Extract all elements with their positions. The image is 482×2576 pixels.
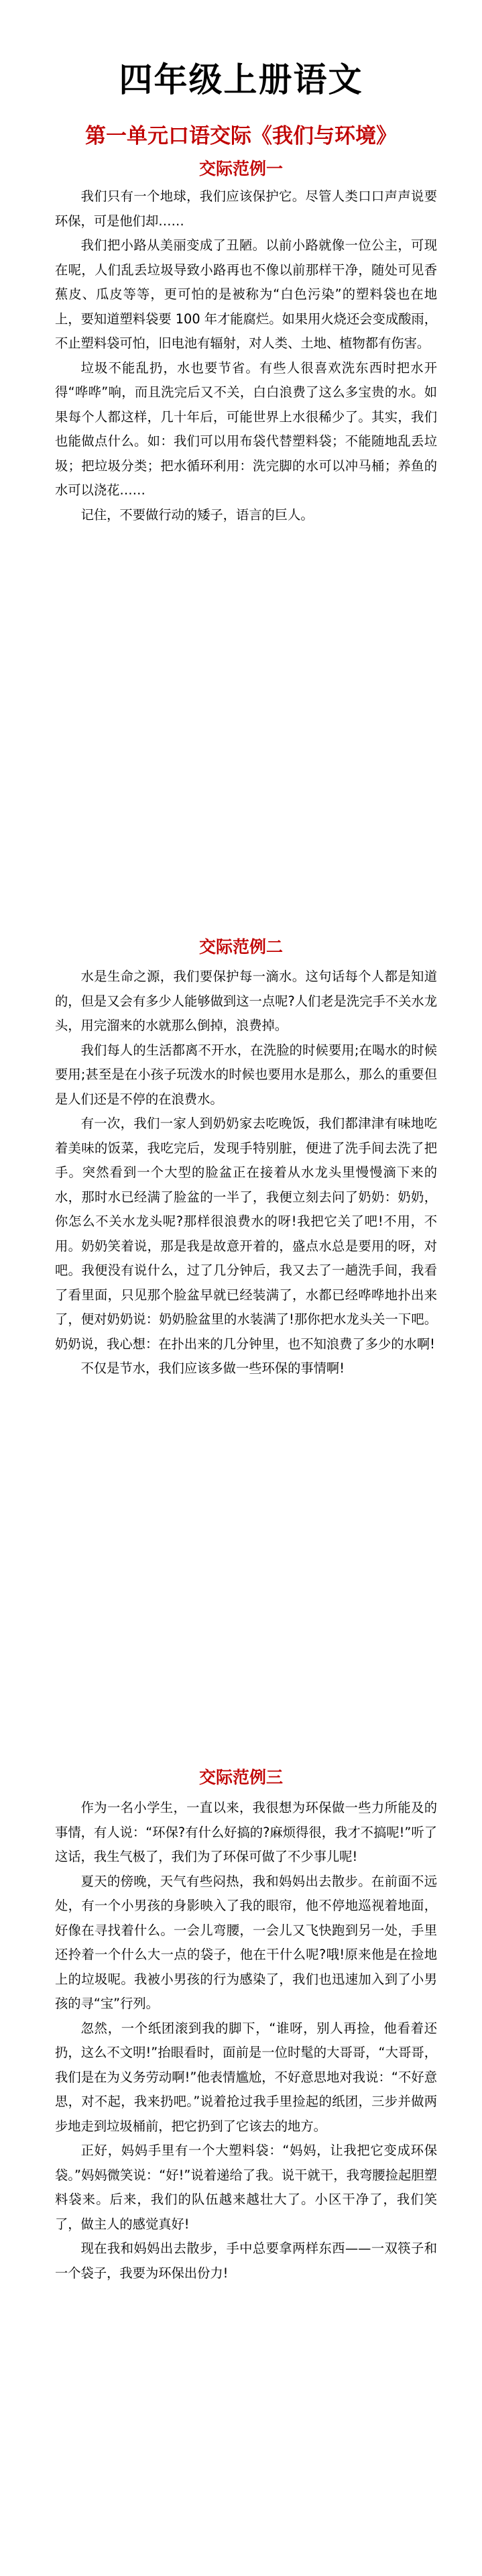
- section-body-3: [55, 1796, 437, 2286]
- paragraph: 忽然，一个纸团滚到我的脚下，“谁呀，别人再捡，他看着还扔，这么不文明!”抬眼看时，面前是一位时髦的大哥哥，“大哥哥，我们是在为义务劳动啊!”他表情尴尬，不好意思地对我说：“不好意思，对不起，我来扔吧。”说着抢过我手里捡起的纸团，三步并做两步地走到垃圾桶前，把它扔到了它该去的地方。: [55, 2020, 437, 2134]
- paragraph: 有一次，我们一家人到奶奶家去吃晚饭，我们都津津有味地吃着美味的饭菜，我吃完后，发现手特别脏，便进了洗手间去洗了把手。突然看到一个大型的脸盆正在接着从水龙头里慢慢滴下来的水，那时水已经满了脸盆的一半了，我便立刻去问了奶奶：奶奶，你怎么不关水龙头呢?那样很浪费水的呀!我把它关了吧!不用，不用。奶奶笑着说，那是我是故意开着的，盛点水总是要用的呀，对吧。我便没有说什么，过了几分钟后，我又去了一趟洗手间，我看了看里面，只见那个脸盆早就已经装满了，水都已经哗哗地扑出来了，便对奶奶说：奶奶脸盆里的水装满了!那你把水龙头关一下吧。奶奶说，我心想：在扑出来的几分钟里，也不知浪费了多少的水啊!: [55, 1116, 437, 1352]
- paragraph: 不仅是节水，我们应该多做一些环保的事情啊!: [80, 1360, 345, 1376]
- unit-title: 第一单元口语交际《我们与环境》: [85, 124, 397, 148]
- paragraph: 我们只有一个地球，我们应该保护它。尽管人类口口声声说要环保，可是他们却……: [55, 189, 437, 229]
- paragraph: 我们每人的生活都离不开水，在洗脸的时候要用;在喝水的时候要用;甚至是在小孩子玩泼水的时候也要用水是那么，那么的重要但是人们还是不停的在浪费水。: [55, 1042, 437, 1107]
- section-heading-2: 交际范例二: [198, 937, 283, 957]
- paragraph: 正好，妈妈手里有一个大塑料袋：“妈妈，让我把它变成环保袋。”妈妈微笑说：“好!”说着递给了我。说干就干，我弯腰捡起胆塑料袋来。后来，我们的队伍越来越壮大了。小区干净了，我们笑了，做主人的感觉真好!: [55, 2143, 437, 2232]
- section-heading-3: 交际范例三: [198, 1768, 283, 1787]
- section-body-1: [55, 184, 437, 527]
- paragraph: 作为一名小学生，一直以来，我很想为环保做一些力所能及的事情，有人说：“环保?有什么好搞的?麻烦得很，我才不搞呢!”听了这话，我生气极了，我们为了环保可做了不少事儿呢!: [55, 1800, 437, 1864]
- section-heading-1: 交际范例一: [198, 159, 283, 178]
- paragraph: 夏天的傍晚，天气有些闷热，我和妈妈出去散步。在前面不远处，有一个小男孩的身影映入了我的眼帘，他不停地巡视着地面，好像在寻找着什么。一会儿弯腰，一会儿又飞快跑到另一处，手里还拎着一个什么大一点的袋子，他在干什么呢?哦!原来他是在捡地上的垃圾呢。我被小男孩的行为感染了，我们也迅速加入到了小男孩的寻“宝”行列。: [55, 1873, 437, 2011]
- paragraph: 我们把小路从美丽变成了丑陋。以前小路就像一位公主，可现在呢，人们乱丢垃圾导致小路再也不像以前那样干净，随处可见香蕉皮、瓜皮等等，更可怕的是被称为“白色污染”的塑料袋也在地上，要知道塑料袋要 100 年才能腐烂。如果用火烧还会变成酸雨，不止塑料袋可怕，旧电池有辐射，对人类、土地、植物都有伤害。: [55, 237, 437, 351]
- document-title: 四年级上册语文: [119, 60, 363, 99]
- paragraph: 记住，不要做行动的矮子，语言的巨人。: [80, 506, 314, 523]
- paragraph: 垃圾不能乱扔，水也要节省。有些人很喜欢洗东西时把水开得“哗哗”响，而且洗完后又不关，白白浪费了这么多宝贵的水。如果每个人都这样，几十年后，可能世界上水很稀少了。其实，我们也能做点什么。如：我们可以用布袋代替塑料袋；不能随地乱丢垃圾；把垃圾分类；把水循环利用：洗完脚的水可以冲马桶；养鱼的水可以浇花……: [55, 360, 437, 498]
- section-body-2: [55, 965, 437, 1381]
- paragraph: 现在我和妈妈出去散步，手中总要拿两样东西——一双筷子和一个袋子，我要为环保出份力!: [55, 2241, 437, 2281]
- paragraph: 水是生命之源，我们要保护每一滴水。这句话每个人都是知道的，但是又会有多少人能够做到这一点呢?人们老是洗完手不关水龙头，用完溜来的水就那么倒掉，浪费掉。: [55, 969, 437, 1033]
